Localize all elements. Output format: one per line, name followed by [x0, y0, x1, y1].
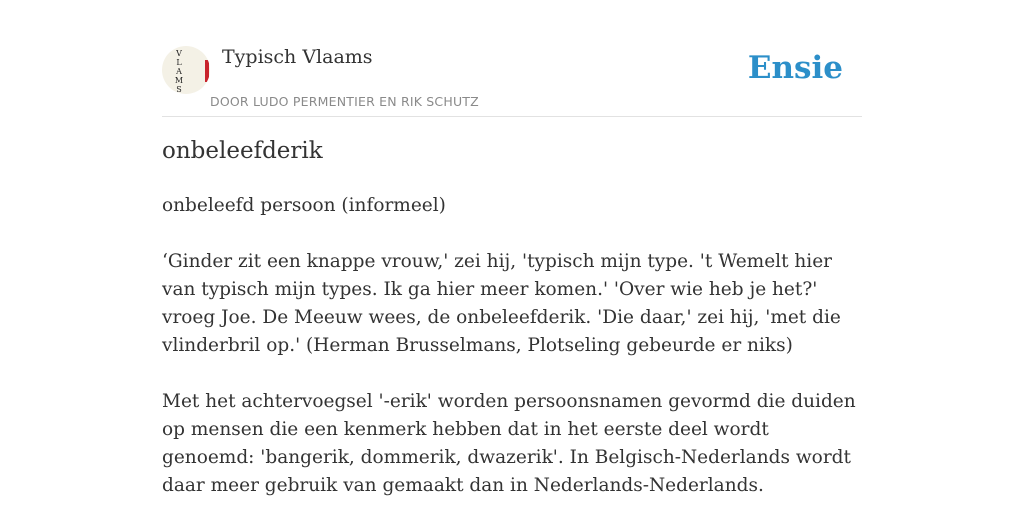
entry-explanation: Met het achtervoegsel '-erik' worden persoonsnamen gevormd die duiden op mensen die een kenmerk hebben dat in het eerste deel wordt genoemd: 'bangerik, dommerik, dwazerik'. In Belgisch-Nederlands wordt daar meer gebruik van gemaakt dan in Nederlands-Nederlands. — [162, 391, 856, 496]
brand-logo[interactable]: Ensie — [747, 50, 843, 86]
book-cover-avatar[interactable] — [162, 46, 210, 94]
avatar-accent-bar — [205, 60, 209, 82]
entry-example: ‘Ginder zit een knappe vrouw,' zei hij, 'typisch mijn type. 't Wemelt hier van typisch mijn types. Ik ga hier meer komen.' 'Over wie heb je het?' vroeg Joe. De Meeuw wees, de onbeleefderik. 'Die daar,' zei hij, 'met die vlinderbril op.' (Herman Brusselmans, Plotseling gebeurde er niks) — [162, 251, 841, 356]
book-title[interactable]: Typisch Vlaams — [222, 46, 373, 68]
book-authors: DOOR LUDO PERMENTIER EN RIK SCHUTZ — [210, 94, 479, 109]
entry-content — [162, 192, 866, 528]
entry-definition: onbeleefd persoon (informeel) — [162, 195, 446, 216]
page-header — [162, 44, 862, 117]
avatar-letters: V L A M S — [174, 49, 184, 94]
entry-term: onbeleefderik — [162, 138, 323, 164]
